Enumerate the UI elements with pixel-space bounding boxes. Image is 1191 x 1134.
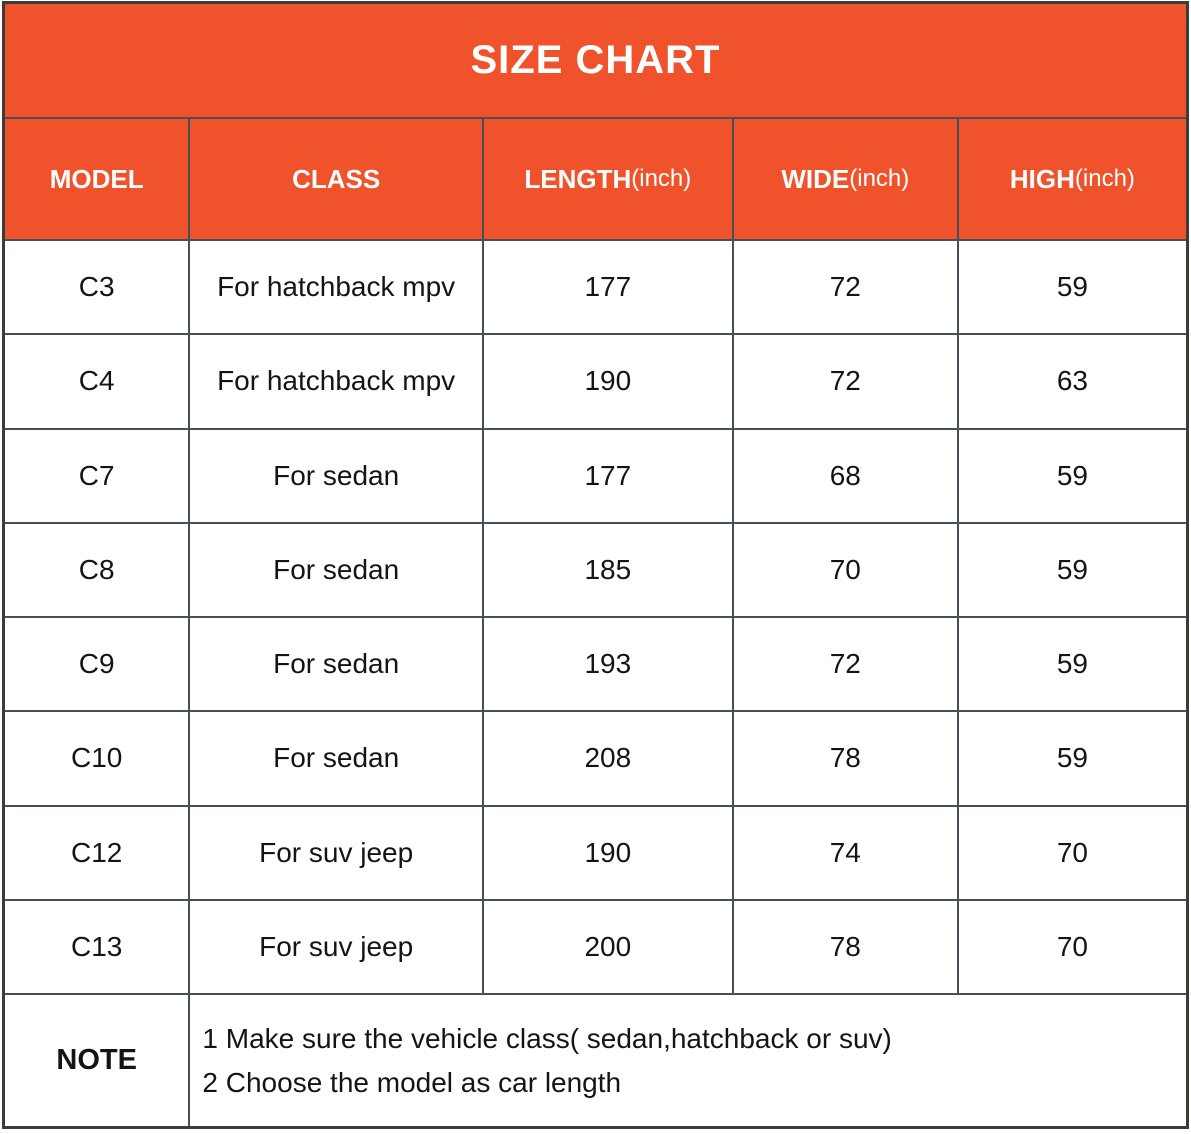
header-length bbox=[484, 119, 734, 241]
cell-length: 193 bbox=[484, 618, 734, 712]
header-high-suffix: (inch) bbox=[1074, 165, 1135, 192]
cell-class: For suv jeep bbox=[190, 807, 483, 901]
note-line-2: 2 Choose the model as car length bbox=[202, 1066, 622, 1098]
header-class bbox=[190, 119, 483, 241]
header-length-label: LENGTH bbox=[524, 163, 632, 194]
cell-high: 59 bbox=[959, 430, 1186, 524]
cell-model: C3 bbox=[5, 241, 190, 335]
cell-high: 70 bbox=[959, 901, 1186, 995]
cell-length: 200 bbox=[484, 901, 734, 995]
cell-model: C13 bbox=[5, 901, 190, 995]
cell-class: For suv jeep bbox=[190, 901, 483, 995]
cell-class: For sedan bbox=[190, 430, 483, 524]
cell-wide: 74 bbox=[734, 807, 959, 901]
cell-model: C4 bbox=[5, 335, 190, 429]
header-wide-label: WIDE bbox=[781, 163, 850, 194]
cell-high: 59 bbox=[959, 618, 1186, 712]
note-label: NOTE bbox=[5, 995, 190, 1126]
cell-high: 59 bbox=[959, 712, 1186, 806]
note-content bbox=[190, 995, 1186, 1126]
header-model-label: MODEL bbox=[49, 163, 144, 194]
cell-model: C8 bbox=[5, 524, 190, 618]
cell-length: 208 bbox=[484, 712, 734, 806]
cell-length: 190 bbox=[484, 335, 734, 429]
cell-model: C12 bbox=[5, 807, 190, 901]
cell-high: 59 bbox=[959, 524, 1186, 618]
header-length-suffix: (inch) bbox=[631, 165, 692, 192]
cell-wide: 68 bbox=[734, 430, 959, 524]
cell-wide: 70 bbox=[734, 524, 959, 618]
header-wide bbox=[734, 119, 959, 241]
cell-class: For sedan bbox=[190, 524, 483, 618]
cell-model: C10 bbox=[5, 712, 190, 806]
cell-class: For hatchback mpv bbox=[190, 241, 483, 335]
cell-model: C7 bbox=[5, 430, 190, 524]
header-high-label: HIGH bbox=[1009, 163, 1075, 194]
cell-class: For sedan bbox=[190, 712, 483, 806]
cell-wide: 78 bbox=[734, 901, 959, 995]
cell-wide: 72 bbox=[734, 241, 959, 335]
cell-class: For hatchback mpv bbox=[190, 335, 483, 429]
header-model bbox=[5, 119, 190, 241]
cell-length: 190 bbox=[484, 807, 734, 901]
page-title: SIZE CHART bbox=[5, 4, 1186, 119]
cell-length: 177 bbox=[484, 430, 734, 524]
cell-wide: 78 bbox=[734, 712, 959, 806]
cell-high: 59 bbox=[959, 241, 1186, 335]
cell-wide: 72 bbox=[734, 335, 959, 429]
cell-class: For sedan bbox=[190, 618, 483, 712]
cell-model: C9 bbox=[5, 618, 190, 712]
cell-high: 70 bbox=[959, 807, 1186, 901]
cell-high: 63 bbox=[959, 335, 1186, 429]
size-chart-table bbox=[2, 1, 1189, 1129]
cell-wide: 72 bbox=[734, 618, 959, 712]
cell-length: 185 bbox=[484, 524, 734, 618]
header-high bbox=[959, 119, 1186, 241]
header-wide-suffix: (inch) bbox=[849, 165, 910, 192]
note-line-1: 1 Make sure the vehicle class( sedan,hatchback or suv) bbox=[202, 1023, 892, 1055]
header-class-label: CLASS bbox=[292, 163, 381, 194]
cell-length: 177 bbox=[484, 241, 734, 335]
